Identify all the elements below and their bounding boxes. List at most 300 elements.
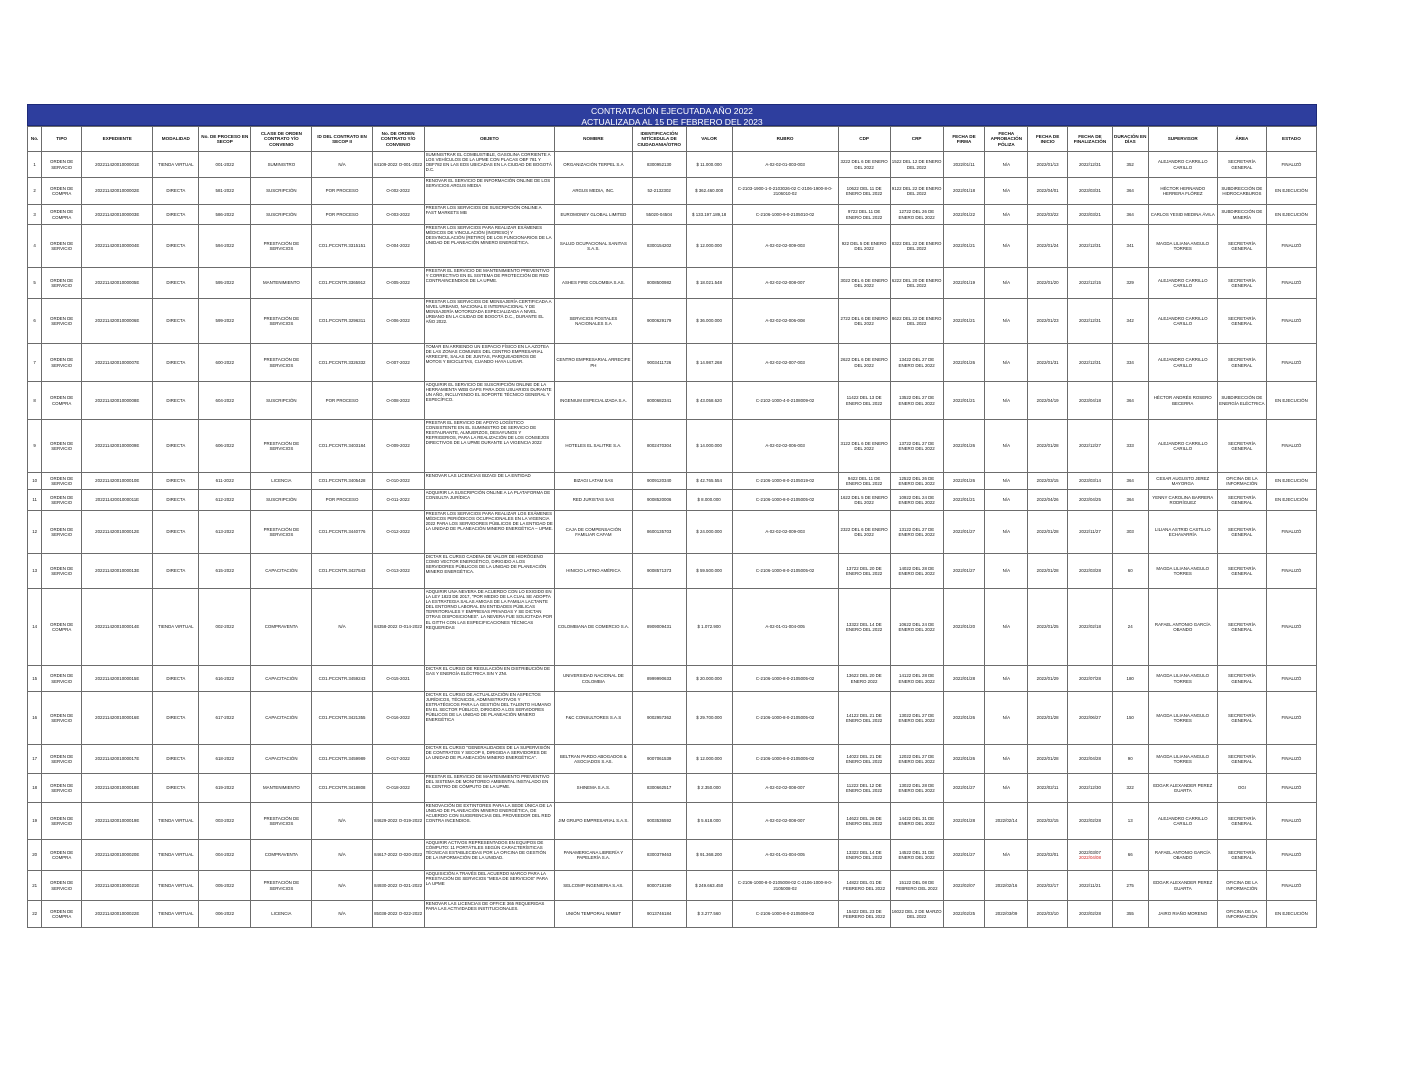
cell-orden: O-007-2022: [372, 344, 424, 382]
cell-firma: 2022/01/21: [943, 299, 985, 344]
cell-dias: 364: [1112, 178, 1148, 205]
cell-fin: 2022/12/31: [1068, 225, 1113, 268]
cell-tipo: ORDEN DE SERVICIO: [42, 225, 82, 268]
cell-proceso: 586-2022: [199, 205, 251, 225]
cell-expediente: 20221142001000019E: [82, 803, 153, 840]
cell-orden: O-008-2022: [372, 382, 424, 420]
cell-crp: 8622 DEL 22 DE ENERO DEL 2022: [890, 299, 943, 344]
cell-area: SECRETARÍA GENERAL: [1217, 299, 1266, 344]
cell-tipo: ORDEN DE SERVICIO: [42, 745, 82, 774]
cell-fin: 2022/12/27: [1068, 420, 1113, 473]
cell-id: 8002470304: [632, 420, 686, 473]
cell-modalidad: DIRECTA: [153, 511, 199, 554]
cell-clase: MANTENIMIENTO: [251, 774, 312, 803]
cell-estado: FINALIZÓ: [1266, 745, 1316, 774]
cell-tipo: ORDEN DE SERVICIO: [42, 344, 82, 382]
cell-valor: $ 36.000.000: [686, 299, 732, 344]
cell-no: 20: [28, 840, 42, 871]
cell-supervisor: MAGDA LILIANA ANGULO TORRES: [1148, 745, 1217, 774]
cell-orden: O-016-2022: [372, 692, 424, 745]
cell-id_secop: N/A: [312, 589, 372, 666]
cell-area: OGI: [1217, 774, 1266, 803]
cell-orden: O-013-2022: [372, 554, 424, 589]
cell-id_secop: POR PROCESO: [312, 490, 372, 511]
cell-objeto: RENOVACIÓN DE EXTINTORES PARA LA SEDE ÚNICA DE LA UNIDAD DE PLANEACIÓN MINERO ENERGÉTICA, DE ACUERDO CON SUGERENCIAS DEL PROVEEDOR DEL RED CONTRA INCENDIOS.: [424, 803, 555, 840]
cell-cdp: 13322 DEL 14 DE ENERO DEL 2022: [838, 589, 890, 666]
cell-expediente: 20221142001000006E: [82, 299, 153, 344]
cell-fin: 2023/04/25: [1068, 490, 1113, 511]
cell-modalidad: DIRECTA: [153, 774, 199, 803]
cell-cdp: 14622 DEL 26 DE ENERO DEL 2022: [838, 803, 890, 840]
column-header: FECHA DE INICIO: [1028, 127, 1068, 152]
cell-dias: 364: [1112, 205, 1148, 225]
table-row: [28, 666, 1317, 692]
cell-crp: 16022 DEL 2 DE MARZO DEL 2022: [890, 901, 943, 928]
cell-area: OFICINA DE LA INFORMACIÓN: [1217, 901, 1266, 928]
table-row: [28, 225, 1317, 268]
cell-valor: $ 362.460.000: [686, 178, 732, 205]
cell-estado: FINALIZÓ: [1266, 666, 1316, 692]
cell-dias: 342: [1112, 299, 1148, 344]
cell-proceso: 595-2022: [199, 268, 251, 299]
cell-no: 5: [28, 268, 42, 299]
cell-id_secop: CO1.PCCNTR.3405428: [312, 473, 372, 490]
cell-rubro: A-02-02-02-006-003: [732, 420, 838, 473]
cell-valor: $ 20.000.000: [686, 666, 732, 692]
cell-dias: 355: [1112, 901, 1148, 928]
cell-no: 8: [28, 382, 42, 420]
cell-fin: 2023/03/14: [1068, 473, 1113, 490]
cell-poliza: N/A: [985, 420, 1028, 473]
cell-id: 52-2132302: [632, 178, 686, 205]
cell-proceso: 004-2022: [199, 840, 251, 871]
cell-firma: 2022/01/27: [943, 840, 985, 871]
cell-expediente: 20221142001000007E: [82, 344, 153, 382]
cell-poliza: 2022/03/09: [985, 901, 1028, 928]
cell-cdp: 14822 DEL 01 DE FEBRERO DEL 2022: [838, 871, 890, 901]
cell-supervisor: YENNY CAROLINA BARRERA RODRÍGUEZ: [1148, 490, 1217, 511]
column-header: EXPEDIENTE: [82, 127, 153, 152]
cell-nombre: F&C CONSULTORES S.A.S: [555, 692, 633, 745]
table-row: [28, 178, 1317, 205]
cell-id: 8000718190: [632, 871, 686, 901]
cell-estado: FINALIZÓ: [1266, 554, 1316, 589]
cell-no: 1: [28, 152, 42, 178]
cell-expediente: 20221142001000015E: [82, 666, 153, 692]
cell-poliza: N/A: [985, 840, 1028, 871]
column-header: ID DEL CONTRATO EN SECOP II: [312, 127, 372, 152]
column-header: IDENTIFICACIÓN NIT/CEDULA DE CIUDADANIA/OTRO: [632, 127, 686, 152]
cell-supervisor: ALEJANDRO CARRILLO CARILLO: [1148, 344, 1217, 382]
cell-valor: $ 14.987.268: [686, 344, 732, 382]
cell-expediente: 20221142001000013E: [82, 554, 153, 589]
cell-modalidad: TIENDA VIRTUAL: [153, 840, 199, 871]
cell-estado: FINALIZÓ: [1266, 774, 1316, 803]
cell-inicio: 2022/01/28: [1028, 511, 1068, 554]
table-row: [28, 901, 1317, 928]
cell-expediente: 20221142001000002E: [82, 178, 153, 205]
cell-rubro: C-2106-1000-8-0-2105005-02: [732, 692, 838, 745]
cell-proceso: 002-2022: [199, 589, 251, 666]
column-header: CRP: [890, 127, 943, 152]
cell-objeto: RENOVAR LAS LICENCIAS BIZAGI DE LA ENTIDAD: [424, 473, 555, 490]
cell-poliza: N/A: [985, 774, 1028, 803]
cell-nombre: ASHES FIRE COLOMBIA S.AS.: [555, 268, 633, 299]
cell-nombre: RED JURISTAS SAS: [555, 490, 633, 511]
cell-tipo: ORDEN DE SERVICIO: [42, 554, 82, 589]
cell-objeto: DICTAR EL CURSO "GENERALIDADES DE LA SUPERVISIÓN DE CONTRATOS Y SECOP II, DIRIGIDA A SERVIDORES DE LA UNIDAD DE PLANEACIÓN MINERO ENERGÉTICA".: [424, 745, 555, 774]
table-row: [28, 692, 1317, 745]
cell-id_secop: N/A: [312, 871, 372, 901]
cell-dias: 303: [1112, 511, 1148, 554]
table-row: [28, 554, 1317, 589]
cell-area: SECRETARÍA GENERAL: [1217, 666, 1266, 692]
cell-cdp: 3022 DEL 6 DE ENERO DEL 2022: [838, 268, 890, 299]
cell-objeto: SUMINISTRAR EL COMBUSTIBLE, GASOLINA CORRIENTE A LOS VEHÍCULOS DE LA UPME CON PLACAS OBF 781 Y OBF782 EN LAS EDS UBICADAS EN LA CIUDAD DE BOGOTÁ D.C.: [424, 152, 555, 178]
cell-proceso: 613-2022: [199, 511, 251, 554]
cell-valor: $ 3.277.560: [686, 901, 732, 928]
cell-area: SECRETARÍA GENERAL: [1217, 589, 1266, 666]
cell-id_secop: N/A: [312, 803, 372, 840]
cell-id: 8300952130: [632, 152, 686, 178]
cell-tipo: ORDEN DE COMPRA: [42, 840, 82, 871]
cell-poliza: N/A: [985, 299, 1028, 344]
cell-no: 10: [28, 473, 42, 490]
cell-valor: $ 1.072.900: [686, 589, 732, 666]
cell-clase: CAPACITACIÓN: [251, 554, 312, 589]
table-row: [28, 205, 1317, 225]
cell-rubro: C-2102-1000-4-0-2108009-02: [732, 382, 838, 420]
cell-fin: 2022/12/30: [1068, 774, 1113, 803]
cell-supervisor: ALEJANDRO CARRILLO CARILLO: [1148, 268, 1217, 299]
cell-estado: FINALIZÓ: [1266, 511, 1316, 554]
cell-modalidad: DIRECTA: [153, 490, 199, 511]
cell-orden: O-012-2022: [372, 511, 424, 554]
cell-dias: 60: [1112, 554, 1148, 589]
cell-id: 8999990633: [632, 666, 686, 692]
cell-nombre: UNIÓN TEMPORAL NIMBIT: [555, 901, 633, 928]
column-header: ESTADO: [1266, 127, 1316, 152]
cell-modalidad: DIRECTA: [153, 205, 199, 225]
cell-rubro: C-2106-1000-8-0-2105019-02: [732, 473, 838, 490]
cell-id_secop: N/A: [312, 901, 372, 928]
cell-objeto: ADQUIRIR UNA NEVERA DE ACUERDO CON LO EXIGIDO EN LA LEY 1823 DE 2017, "POR MEDIO DE LA CUAL SE ADOPTA LA ESTRATEGIA SALAS AMIGAS DE LA FAMILIA LACTANTE DEL ENTORNO LABORAL EN ENTIDADES PÚBLICAS TERRITORIALES Y EMPRESAS PRIVADAS Y SE DICTAN OTRAS DISPOSICIONES". LA NEVERA FUE SOLICITADA POR EL GITTH CON LAS ESPECIFICACIONES TÉCNICAS REQUERIDAS: [424, 589, 555, 666]
cell-dias: 334: [1112, 344, 1148, 382]
cell-estado: EN EJECUCIÓN: [1266, 205, 1316, 225]
cell-proceso: 594-2022: [199, 225, 251, 268]
table-row: [28, 511, 1317, 554]
cell-crp: 13722 DEL 27 DE ENERO DEL 2022: [890, 420, 943, 473]
cell-nombre: BELTRAN PARDO ABOGADOS & ASOCIADOS S.AS.: [555, 745, 633, 774]
table-row: [28, 473, 1317, 490]
cell-supervisor: ALEJANDRO CARRILLO CARILLO: [1148, 420, 1217, 473]
cell-inicio: 2022/02/15: [1028, 803, 1068, 840]
cell-no: 18: [28, 774, 42, 803]
cell-firma: 2022/01/20: [943, 589, 985, 666]
cell-orden: O-010-2022: [372, 473, 424, 490]
cell-expediente: 20221142001000017E: [82, 745, 153, 774]
cell-no: 15: [28, 666, 42, 692]
cell-clase: SUSCRIPCIÓN: [251, 178, 312, 205]
cell-crp: 13022 DEL 27 DE ENERO DEL 2022: [890, 692, 943, 745]
cell-inicio: 2022/02/11: [1028, 774, 1068, 803]
cell-valor: $ 8.000.000: [686, 490, 732, 511]
cell-nombre: HINICIO LATINO AMÉRICA: [555, 554, 633, 589]
cell-id: 8008500982: [632, 268, 686, 299]
cell-clase: SUMINISTRO: [251, 152, 312, 178]
cell-inicio: 2022/01/28: [1028, 692, 1068, 745]
cell-poliza: N/A: [985, 666, 1028, 692]
cell-area: SECRETARÍA GENERAL: [1217, 268, 1266, 299]
cell-dias: 150: [1112, 692, 1148, 745]
cell-cdp: 922 DEL 5 DE ENERO DEL 2022: [838, 225, 890, 268]
cell-poliza: N/A: [985, 178, 1028, 205]
cell-inicio: 2022/01/28: [1028, 420, 1068, 473]
cell-objeto: RENOVAR EL SERVICIO DE INFORMACIÓN ONLINE DE LOS SERVICIOS ARGUS MEDIA: [424, 178, 555, 205]
cell-modalidad: TIENDA VIRTUAL: [153, 152, 199, 178]
cell-objeto: PRESTAR EL SERVICIO DE MANTENIMIENTO PREVENTIVO Y CORRECTIVO EN EL SISTEMA DE PROTECCIÓN DE RED CONTRAINCENDIOS DE LA UPME.: [424, 268, 555, 299]
cell-clase: MANTENIMIENTO: [251, 268, 312, 299]
cell-supervisor: ALEJANDRO CARRILLO CARILLO: [1148, 803, 1217, 840]
cell-fin: 2023/02/28: [1068, 901, 1113, 928]
cell-inicio: 2022/03/10: [1028, 901, 1068, 928]
cell-dias: 333: [1112, 420, 1148, 473]
cell-nombre: INGENIUM ESPECIALIZADA S.A.: [555, 382, 633, 420]
cell-dias: 66: [1112, 840, 1148, 871]
cell-no: 4: [28, 225, 42, 268]
cell-rubro: C-2106-1000-9-0-2105010-02: [732, 205, 838, 225]
cell-crp: 13122 DEL 27 DE ENERO DEL 2022: [890, 511, 943, 554]
column-header: ÁREA: [1217, 127, 1266, 152]
cell-crp: 14122 DEL 28 DE ENERO DEL 2022: [890, 666, 943, 692]
cell-modalidad: DIRECTA: [153, 473, 199, 490]
cell-valor: $ 18.021.548: [686, 268, 732, 299]
cell-estado: EN EJECUCIÓN: [1266, 382, 1316, 420]
cell-objeto: RENOVAR LAS LICENCIAS DE OFFICE 365 REQUERIDAS PARA LAS ACTIVIDADES INSTITUCIONALES.: [424, 901, 555, 928]
table-row: [28, 268, 1317, 299]
column-header: OBJETO: [424, 127, 555, 152]
cell-proceso: 619-2022: [199, 774, 251, 803]
cell-estado: FINALIZÓ: [1266, 225, 1316, 268]
cell-supervisor: EDGAR ALEXANDER PEREZ GUARTA: [1148, 871, 1217, 901]
cell-supervisor: EDGAR ALEXANDER PEREZ GUARTA: [1148, 774, 1217, 803]
cell-estado: FINALIZÓ: [1266, 589, 1316, 666]
table-row: [28, 420, 1317, 473]
cell-clase: COMPRAVENTA: [251, 589, 312, 666]
table-row: [28, 871, 1317, 901]
cell-id: 9009120340: [632, 473, 686, 490]
cell-tipo: ORDEN DE COMPRA: [42, 205, 82, 225]
cell-firma: 2022/01/28: [943, 803, 985, 840]
cell-dias: 13: [1112, 803, 1148, 840]
cell-rubro: A-02-02-02-008-007: [732, 803, 838, 840]
column-header: DURACIÓN EN DÍAS: [1112, 127, 1148, 152]
cell-supervisor: ALEJANDRO CARRILLO CARILLO: [1148, 152, 1217, 178]
cell-cdp: 14122 DEL 21 DE ENERO DEL 2022: [838, 692, 890, 745]
cell-area: SECRETARÍA GENERAL: [1217, 344, 1266, 382]
cell-modalidad: DIRECTA: [153, 554, 199, 589]
cell-cdp: 1622 DEL 5 DE ENERO DEL 2022: [838, 490, 890, 511]
cell-dias: 329: [1112, 268, 1148, 299]
cell-modalidad: DIRECTA: [153, 178, 199, 205]
cell-dias: 352: [1112, 152, 1148, 178]
cell-cdp: 2322 DEL 6 DE ENERO DEL 2022: [838, 511, 890, 554]
cell-inicio: 2022/04/19: [1028, 382, 1068, 420]
cell-nombre: ORGANIZACIÓN TERPEL S.A: [555, 152, 633, 178]
cell-rubro: A-02-02-02-009-003: [732, 225, 838, 268]
cell-clase: PRESTACIÓN DE SERVICIOS: [251, 803, 312, 840]
cell-dias: 24: [1112, 589, 1148, 666]
column-header: CLASE DE ORDEN CONTRATO Y/O CONVENIO: [251, 127, 312, 152]
table-row: [28, 382, 1317, 420]
cell-no: 21: [28, 871, 42, 901]
column-header: TIPO: [42, 127, 82, 152]
cell-objeto: ADQUIRIR LA SUSCRIPCIÓN ONLINE A LA PLATAFORMA DE CONSULTA JURÍDICA: [424, 490, 555, 511]
cell-no: 19: [28, 803, 42, 840]
cell-fin: 2022/12/31: [1068, 299, 1113, 344]
cell-inicio: 2022/03/22: [1028, 205, 1068, 225]
cell-area: SUBDIRECCIÓN DE ENERGÍA ELÉCTRICA: [1217, 382, 1266, 420]
cell-tipo: ORDEN DE COMPRA: [42, 178, 82, 205]
cell-no: 13: [28, 554, 42, 589]
cell-modalidad: DIRECTA: [153, 666, 199, 692]
cell-rubro: C-2106-1000-8-0-2105005-02: [732, 666, 838, 692]
cell-orden: O-009-2022: [372, 420, 424, 473]
cell-clase: SUSCRIPCIÓN: [251, 490, 312, 511]
cell-firma: 2022/02/25: [943, 901, 985, 928]
cell-tipo: ORDEN DE SERVICIO: [42, 268, 82, 299]
cell-expediente: 20221142001000005E: [82, 268, 153, 299]
cell-valor: $ 2.350.000: [686, 774, 732, 803]
cell-valor: $ 91.368.200: [686, 840, 732, 871]
cell-expediente: 20221142001000022E: [82, 901, 153, 928]
cell-modalidad: DIRECTA: [153, 299, 199, 344]
cell-firma: 2022/01/27: [943, 774, 985, 803]
cell-id_secop: CO1.PCCNTR.3459989: [312, 745, 372, 774]
cell-id_secop: CO1.PCCNTR.3326332: [312, 344, 372, 382]
cell-valor: $ 24.000.000: [686, 511, 732, 554]
cell-orden: 84930-2022 O-021-2022: [372, 871, 424, 901]
cell-id: 9003536592: [632, 803, 686, 840]
cell-expediente: 20221142001000004E: [82, 225, 153, 268]
table-row: [28, 344, 1317, 382]
cell-tipo: ORDEN DE SERVICIO: [42, 511, 82, 554]
cell-rubro: C-2103-1900-1-0-2103026-02 C-2106-1900-8-0-2106010-02: [732, 178, 838, 205]
cell-nombre: SERVICIOS POSTALES NACIONALES S.A: [555, 299, 633, 344]
cell-fin: 2022/06/27: [1068, 692, 1113, 745]
cell-clase: PRESTACIÓN DE SERVICIOS: [251, 871, 312, 901]
table-body: [28, 152, 1317, 928]
cell-crp: 13022 DEL 28 DE ENERO DEL 2022: [890, 774, 943, 803]
cell-firma: 2022/01/21: [943, 382, 985, 420]
cell-dias: 90: [1112, 745, 1148, 774]
contracts-sheet: [27, 104, 1317, 928]
cell-fin: 2023/03/31: [1068, 178, 1113, 205]
cell-clase: LICENCIA: [251, 473, 312, 490]
cell-nombre: PANAMERICANA LIBRERÍA Y PAPELERÍA S.A.: [555, 840, 633, 871]
cell-tipo: ORDEN DE SERVICIO: [42, 803, 82, 840]
cell-supervisor: HÉCTOR ANDRÉS ROSERO BECERRA: [1148, 382, 1217, 420]
cell-valor: $ 5.618.000: [686, 803, 732, 840]
cell-cdp: 15422 DEL 23 DE FEBRERO DEL 2022: [838, 901, 890, 928]
cell-orden: O-018-2022: [372, 774, 424, 803]
cell-inicio: 2022/01/20: [1028, 268, 1068, 299]
cell-area: SECRETARÍA GENERAL: [1217, 745, 1266, 774]
cell-poliza: N/A: [985, 382, 1028, 420]
column-header: MODALIDAD: [153, 127, 199, 152]
cell-rubro: A-02-02-02-009-003: [732, 511, 838, 554]
cell-firma: 2022/01/27: [943, 554, 985, 589]
cell-orden: 85038-2022 O-022-2022: [372, 901, 424, 928]
cell-tipo: ORDEN DE SERVICIO: [42, 152, 82, 178]
cell-modalidad: TIENDA VIRTUAL: [153, 803, 199, 840]
cell-expediente: 20221142001000011E: [82, 490, 153, 511]
cell-area: SECRETARÍA GENERAL: [1217, 152, 1266, 178]
cell-tipo: ORDEN DE COMPRA: [42, 901, 82, 928]
cell-cdp: 13322 DEL 14 DE ENERO DEL 2022: [838, 840, 890, 871]
column-header: SUPERVISOR: [1148, 127, 1217, 152]
cell-fin: 2022/02/28: [1068, 803, 1113, 840]
cell-id: 55020-04504: [632, 205, 686, 225]
cell-nombre: SALUD OCUPACIONAL SANITAS S.A.S.: [555, 225, 633, 268]
cell-poliza: N/A: [985, 205, 1028, 225]
cell-objeto: PRESTAR LOS SERVICIOS PARA REALIZAR LOS EXÁMENES MÉDICOS PERIÓDICOS OCUPACIONALES EN LA VIGENCIA 2022 PARA LOS SERVIDORES PÚBLICOS DE LA ENTIDAD DE LA UNIDAD DE PLANEACIÓN MINERO ENERGÉTICA – UPME.: [424, 511, 555, 554]
cell-area: SUBDIRECCIÓN DE MINERÍA: [1217, 205, 1266, 225]
cell-firma: 2022/02/07: [943, 871, 985, 901]
cell-nombre: SELCOMP INGENIERIA S.AS.: [555, 871, 633, 901]
cell-poliza: N/A: [985, 589, 1028, 666]
cell-rubro: A-02-02-01-003-003: [732, 152, 838, 178]
cell-proceso: 006-2022: [199, 901, 251, 928]
table-row: [28, 803, 1317, 840]
cell-tipo: ORDEN DE SERVICIO: [42, 490, 82, 511]
cell-rubro: A-02-02-02-007-003: [732, 344, 838, 382]
cell-nombre: COLOMBIANA DE COMERCIO S.A.: [555, 589, 633, 666]
cell-proceso: 604-2022: [199, 382, 251, 420]
cell-dias: 364: [1112, 382, 1148, 420]
sheet-title: CONTRATACIÓN EJECUTADA AÑO 2022: [591, 106, 753, 116]
cell-orden: 84358-2022 O-014-2022: [372, 589, 424, 666]
cell-valor: $ 11.000.000: [686, 152, 732, 178]
cell-tipo: ORDEN DE SERVICIO: [42, 871, 82, 901]
cell-orden: 84109-2022 O-001-2022: [372, 152, 424, 178]
table-row: [28, 299, 1317, 344]
cell-inicio: 2022/01/31: [1028, 344, 1068, 382]
cell-supervisor: RAFAEL ANTONIO GARCÍA OBANDO: [1148, 840, 1217, 871]
cell-inicio: 2022/03/15: [1028, 473, 1068, 490]
cell-orden: 84617-2022 O-020-2022: [372, 840, 424, 871]
cell-objeto: PRESTAR LOS SERVICIOS PARA REALIZAR EXÁMENES MÉDICOS DE VINCULACIÓN (INGRESO) Y DESVINCULACIÓN (RETIRO) DE LOS FUNCIONARIOS DE LA UNIDAD DE PLANEACIÓN MINERO ENERGÉTICA.: [424, 225, 555, 268]
cell-fin: 2023/04/18: [1068, 382, 1113, 420]
cell-nombre: HOTELES EL SALITRE S.A.: [555, 420, 633, 473]
cell-dias: 275: [1112, 871, 1148, 901]
cell-crp: 1522 DEL 12 DE ENERO DEL 2022: [890, 152, 943, 178]
cell-clase: COMPRAVENTA: [251, 840, 312, 871]
cell-no: 16: [28, 692, 42, 745]
cell-no: 9: [28, 420, 42, 473]
cell-firma: 2022/01/27: [943, 511, 985, 554]
cell-id_secop: CO1.PCCNTR.3403184: [312, 420, 372, 473]
cell-supervisor: LILIANA ASTRID CASTILLO ECHAVARRÍA: [1148, 511, 1217, 554]
cell-expediente: 20221142001000021E: [82, 871, 153, 901]
cell-crp: 12022 DEL 27 DE ENERO DEL 2022: [890, 745, 943, 774]
cell-fin-extension: 2022/04/08: [1078, 855, 1101, 860]
cell-rubro: A-02-01-01-004-005: [732, 840, 838, 871]
cell-id_secop: CO1.PCCNTR.3421355: [312, 692, 372, 745]
cell-tipo: ORDEN DE SERVICIO: [42, 692, 82, 745]
cell-estado: FINALIZÓ: [1266, 344, 1316, 382]
cell-crp: 13422 DEL 27 DE ENERO DEL 2022: [890, 344, 943, 382]
